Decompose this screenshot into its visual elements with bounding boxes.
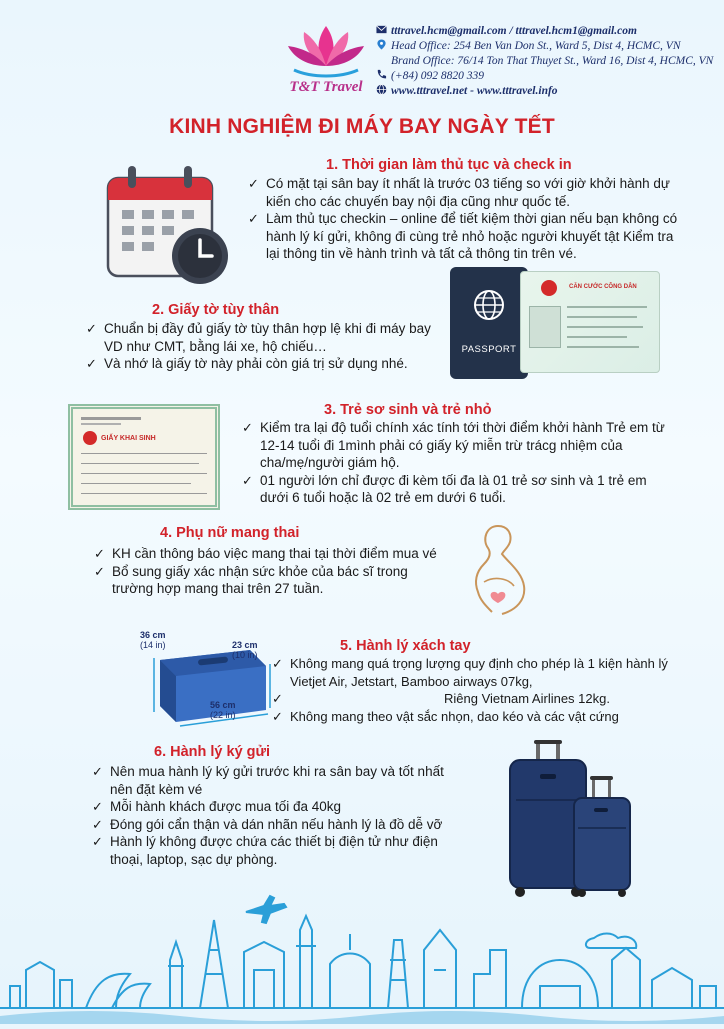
contact-block <box>376 24 713 99</box>
section-3-list <box>242 419 678 507</box>
section-2-list <box>86 320 434 373</box>
list-item: ✓ Nên mua hành lý ký gửi trước khi ra sân bay và tốt nhất nên đặt kèm vé <box>92 763 448 798</box>
pregnant-woman-image <box>458 520 548 625</box>
section-1-list <box>248 175 678 263</box>
luggage-dim-depth: 23 cm (10 in) <box>232 640 258 660</box>
birth-certificate-image <box>68 404 220 510</box>
list-item: ✓ Kiểm tra lại độ tuổi chính xác tính tới thời điểm khởi hành Trẻ em từ 12-14 tuổi đi 1mình phải có giấy ký miễn trừ trácg nhiệm của cha/mẹ/người giám hộ. <box>242 419 678 472</box>
section-4-list <box>94 545 444 598</box>
contact-brand-office: Brand Office: 76/14 Ton That Thuyet St., Ward 16, Dist 4, HCMC, VN <box>391 55 714 67</box>
luggage-dim-width: 56 cm (22 in) <box>210 700 236 720</box>
section-2-heading: 2. Giấy tờ tùy thân <box>152 302 280 318</box>
logo-text: T&T Travel <box>289 79 363 95</box>
list-item: ✓ Đóng gói cẩn thận và dán nhãn nếu hành lý là đồ dễ vỡ <box>92 816 448 834</box>
logo <box>276 20 376 95</box>
location-pin-icon <box>376 39 387 50</box>
list-item: ✓ KH cần thông báo việc mang thai tại thời điểm mua vé <box>94 545 444 563</box>
id-card-image <box>520 271 660 373</box>
section-3-heading: 3. Trẻ sơ sinh và trẻ nhỏ <box>324 402 492 418</box>
contact-website[interactable]: www.tttravel.net - www.tttravel.info <box>376 84 713 99</box>
list-item: ✓ 01 người lớn chỉ được đi kèm tối đa là 01 trẻ sơ sinh và 1 trẻ em dưới 6 tuổi hoặc là 02 trẻ em dưới 6 tuổi. <box>242 472 678 507</box>
calendar-clock-image <box>100 160 235 290</box>
list-item: ✓ Và nhớ là giấy tờ này phải còn giá trị sử dụng nhé. <box>86 355 434 373</box>
envelope-icon <box>376 24 387 35</box>
page-title: KINH NGHIỆM ĐI MÁY BAY NGÀY TẾT <box>169 115 555 138</box>
list-item: ✓ Làm thủ tục checkin – online để tiết kiệm thời gian nếu bạn không có hành lý kí gửi, không đi cùng trẻ nhỏ hoặc người khuyết tật Kiểm tra lại thông tin về hành trình và tất cả thông tin trên vé. <box>248 210 678 263</box>
list-item: ✓ Không mang quá trọng lượng quy định cho phép là 1 kiện hành lý Vietjet Air, Jetstart, Bamboo airways 07kg, <box>272 655 684 690</box>
phone-icon <box>376 69 387 80</box>
passport-label: PASSPORT <box>461 344 517 355</box>
list-item: ✓ Bổ sung giấy xác nhận sức khỏe của bác sĩ trong trường hợp mang thai trên 27 tuần. <box>94 563 444 598</box>
airplane-icon <box>246 896 286 923</box>
contact-head-office: Head Office: 254 Ben Van Don St., Ward 5, Dist 4, HCMC, VN <box>376 39 713 54</box>
birth-cert-label: GIẤY KHAI SINH <box>101 435 156 442</box>
list-item: ✓ Hành lý không được chứa các thiết bị điện tử như điện thoại, laptop, sạc dự phòng. <box>92 833 448 868</box>
city-skyline-illustration <box>0 890 724 1024</box>
id-card-label: CĂN CƯỚC CÔNG DÂN <box>569 284 637 290</box>
carry-on-luggage-image <box>140 628 290 728</box>
section-1-heading: 1. Thời gian làm thủ tục và check in <box>326 157 572 173</box>
list-item: ✓ Chuẩn bị đầy đủ giấy tờ tùy thân hợp lệ khi đi máy bay VD như CMT, bằng lái xe, hộ chiếu… <box>86 320 434 355</box>
section-6-heading: 6. Hành lý ký gửi <box>154 744 271 760</box>
list-item: ✓ Riêng Vietnam Airlines 12kg. <box>272 690 684 708</box>
section-6-list <box>92 763 448 868</box>
contact-phone[interactable]: (+84) 092 8820 339 <box>376 69 713 84</box>
globe-icon <box>450 267 528 337</box>
section-4-heading: 4. Phụ nữ mang thai <box>160 525 300 541</box>
list-item: ✓ Không mang theo vật sắc nhọn, dao kéo và các vật cứng <box>272 708 684 726</box>
section-5-list <box>272 655 684 725</box>
lotus-logo-icon <box>276 20 376 78</box>
contact-email[interactable]: tttravel.hcm@gmail.com / tttravel.hcm1@gmail.com <box>376 24 713 39</box>
list-item: ✓ Mỗi hành khách được mua tối đa 40kg <box>92 798 448 816</box>
passport-image <box>450 267 528 379</box>
suitcases-image <box>496 740 636 905</box>
section-5-heading: 5. Hành lý xách tay <box>340 638 471 654</box>
list-item: ✓ Có mặt tại sân bay ít nhất là trước 03 tiếng so với giờ khởi hành dự kiến cho các chuyến bay nội địa cũng như quốc tế. <box>248 175 678 210</box>
luggage-dim-height: 36 cm (14 in) <box>140 630 166 650</box>
globe-icon <box>376 84 387 95</box>
